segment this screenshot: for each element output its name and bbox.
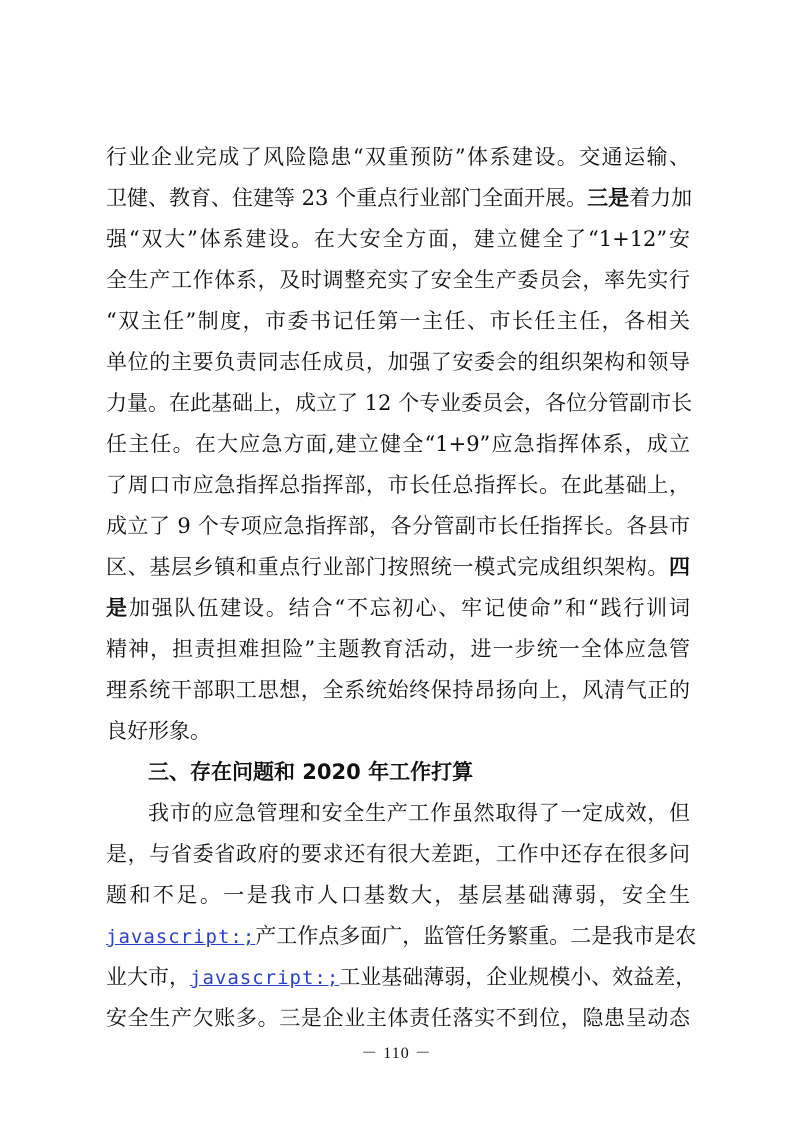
text-line [106, 876, 690, 914]
text-span: 力量。在此基础上，成立了 12 个专业委员会，各位分管副市长 [106, 391, 693, 415]
text-line [106, 425, 690, 463]
page-number: － 110 － [361, 1045, 432, 1062]
text-span: 我市的应急管理和安全生产工作虽然取得了一定成效，但 [148, 801, 690, 825]
text-span: 产工作点多面广，监管任务繁重。二是我市是农 [255, 924, 697, 948]
text-span: 加强队伍建设。结合“不忘初心、牢记使命”和“践行训词 [128, 596, 690, 620]
bold-marker: 四 [669, 555, 690, 579]
text-span: 卫健、教育、住建等 23 个重点行业部门全面开展。 [106, 186, 588, 210]
text-span: 强“双大”体系建设。在大安全方面，建立健全了“1+12”安 [106, 227, 690, 251]
text-span: 良好形象。 [106, 719, 211, 743]
text-span: 业大市， [106, 965, 190, 989]
text-line [106, 343, 690, 381]
text-span: 了周口市应急指挥总指挥部，市长任总指挥长。在此基础上， [106, 473, 690, 497]
text-span: 工业基础薄弱，企业规模小、效益差， [339, 965, 697, 989]
text-line [106, 630, 690, 668]
text-line [106, 384, 693, 422]
text-line [106, 548, 690, 586]
text-span: 精神，担责担难担险”主题教育活动，进一步统一全体应急管 [106, 637, 690, 661]
javascript-link[interactable]: javascript:; [190, 967, 340, 989]
text-line [106, 302, 690, 340]
text-line [106, 712, 690, 750]
text-line [106, 179, 693, 217]
bold-marker: 是 [106, 596, 129, 620]
text-span: 题和不足。一是我市人口基数大，基层基础薄弱，安全生 [106, 883, 690, 907]
text-line [106, 999, 690, 1037]
text-span: “双主任”制度，市委书记任第一主任、市长任主任，各相关 [106, 309, 690, 333]
text-line [106, 261, 690, 299]
text-line [106, 220, 690, 258]
javascript-link[interactable]: javascript:; [106, 926, 256, 948]
text-line [106, 507, 690, 545]
text-span: 任主任。在大应急方面,建立健全“1+9”应急指挥体系，成立 [106, 432, 690, 456]
text-line [106, 917, 697, 955]
text-line [106, 466, 690, 504]
text-span: 安全生产欠账多。三是企业主体责任落实不到位，隐患呈动态 [106, 1006, 690, 1030]
text-line [106, 958, 697, 996]
text-span: 理系统干部职工思想，全系统始终保持昂扬向上，风清气正的 [106, 678, 690, 702]
text-span: 区、基层乡镇和重点行业部门按照统一模式完成组织架构。 [106, 555, 669, 579]
text-line [106, 671, 690, 709]
text-line [106, 138, 690, 176]
text-span: 着力加 [629, 186, 693, 210]
text-span: 全生产工作体系，及时调整充实了安全生产委员会，率先实行 [106, 268, 690, 292]
section-heading: 三、存在问题和 2020 年工作打算 [148, 760, 474, 784]
bold-marker: 三是 [587, 186, 630, 210]
text-span: 是，与省委省政府的要求还有很大差距，工作中还存在很多问 [106, 842, 690, 866]
text-line [148, 794, 690, 832]
text-line [106, 835, 690, 873]
text-span: 单位的主要负责同志任成员，加强了安委会的组织架构和领导 [106, 350, 690, 374]
text-span: 行业企业完成了风险隐患“双重预防”体系建设。交通运输、 [106, 145, 690, 169]
text-span: 成立了 9 个专项应急指挥部，各分管副市长任指挥长。各县市 [106, 514, 690, 538]
text-line [106, 589, 690, 627]
